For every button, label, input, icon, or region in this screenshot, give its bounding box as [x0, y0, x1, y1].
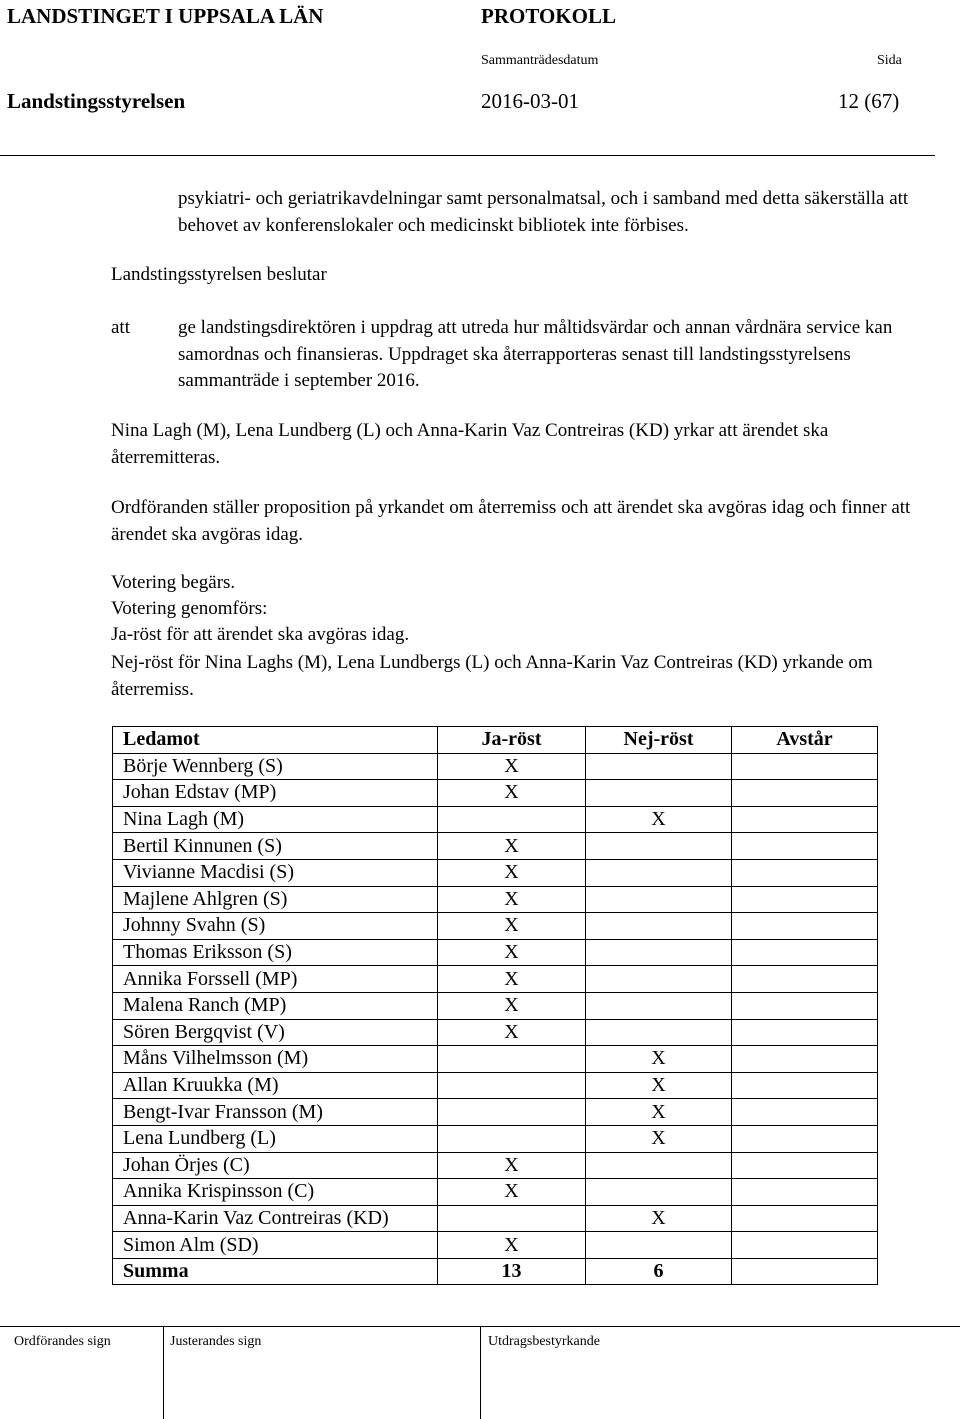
yes-vote-cell [438, 1125, 586, 1152]
member-name-cell: Malena Ranch (MP) [113, 992, 438, 1019]
member-name-cell: Sören Bergqvist (V) [113, 1019, 438, 1046]
page-number: 12 (67) [838, 89, 900, 113]
proposition-paragraph: Ordföranden ställer proposition på yrkandet om återremiss och att ärendet ska avgöras idag och finner att ärendet ska avgöras idag. [111, 497, 911, 545]
table-row [113, 939, 878, 966]
date-label: Sammanträdesdatum [481, 53, 599, 68]
member-name-cell: Thomas Eriksson (S) [113, 939, 438, 966]
table-row [113, 1019, 878, 1046]
abstain-vote-cell [732, 913, 878, 940]
no-vote-cell [586, 886, 732, 913]
member-name-cell: Johan Edstav (MP) [113, 780, 438, 807]
yes-total-cell: 13 [438, 1258, 586, 1285]
no-vote-cell [586, 753, 732, 780]
abstain-vote-cell [732, 966, 878, 993]
att-text: ge landstingsdirektören i uppdrag att utreda hur måltidsvärdar och annan vårdnära service kan samordnas och finansieras. Uppdraget ska återrapporteras senast till landstingsstyrelsens sammanträde i september 2016. [178, 317, 893, 391]
no-vote-cell [586, 992, 732, 1019]
signature-footer [0, 1326, 960, 1419]
yes-vote-cell: X [438, 992, 586, 1019]
member-name-cell: Bengt-Ivar Fransson (M) [113, 1099, 438, 1126]
yes-vote-cell: X [438, 1152, 586, 1179]
yes-vote-cell [438, 1046, 586, 1073]
extract-verification-label: Utdragsbestyrkande [488, 1334, 600, 1349]
yes-vote-cell [438, 1099, 586, 1126]
decision-heading: Landstingsstyrelsen beslutar [111, 264, 327, 285]
no-vote-cell [586, 1019, 732, 1046]
table-row [113, 859, 878, 886]
org-name: LANDSTINGET I UPPSALA LÄN [7, 4, 324, 28]
footer-divider [163, 1326, 164, 1419]
no-vote-cell: X [586, 1099, 732, 1126]
no-vote-cell: X [586, 1205, 732, 1232]
table-row [113, 1205, 878, 1232]
no-vote-cell [586, 1179, 732, 1206]
att-label: att [111, 317, 130, 338]
yes-vote-meaning: Ja-röst för att ärendet ska avgöras idag. [111, 624, 410, 645]
member-name-cell: Johan Örjes (C) [113, 1152, 438, 1179]
table-row [113, 1046, 878, 1073]
table-row [113, 806, 878, 833]
member-name-cell: Börje Wennberg (S) [113, 753, 438, 780]
no-vote-cell [586, 1152, 732, 1179]
summary-label-cell: Summa [113, 1258, 438, 1285]
abstain-vote-cell [732, 1099, 878, 1126]
abstain-vote-cell [732, 833, 878, 860]
abstain-vote-cell [732, 1046, 878, 1073]
abstain-vote-cell [732, 1152, 878, 1179]
member-name-cell: Anna-Karin Vaz Contreiras (KD) [113, 1205, 438, 1232]
no-total-cell: 6 [586, 1258, 732, 1285]
member-name-cell: Allan Kruukka (M) [113, 1072, 438, 1099]
motion-paragraph: Nina Lagh (M), Lena Lundberg (L) och Anna-Karin Vaz Contreiras (KD) yrkar att ärendet ska återremitteras. [111, 420, 829, 468]
table-row [113, 1232, 878, 1259]
abstain-total-cell [732, 1258, 878, 1285]
table-row [113, 1099, 878, 1126]
header-abstain: Avstår [732, 727, 878, 754]
no-vote-cell: X [586, 1125, 732, 1152]
yes-vote-cell [438, 1072, 586, 1099]
chair-signature-label: Ordförandes sign [14, 1334, 111, 1349]
table-row [113, 833, 878, 860]
table-row [113, 780, 878, 807]
table-row [113, 886, 878, 913]
abstain-vote-cell [732, 753, 878, 780]
table-row [113, 1152, 878, 1179]
intro-paragraph: psykiatri- och geriatrikavdelningar samt personalmatsal, och i samband med detta säkerställa att behovet av konferenslokaler och medicinskt bibliotek inte förbises. [178, 188, 909, 236]
member-name-cell: Annika Krispinsson (C) [113, 1179, 438, 1206]
page-label: Sida [877, 53, 902, 68]
no-vote-cell: X [586, 1072, 732, 1099]
yes-vote-cell: X [438, 780, 586, 807]
abstain-vote-cell [732, 1072, 878, 1099]
no-vote-cell [586, 833, 732, 860]
abstain-vote-cell [732, 1205, 878, 1232]
no-vote-cell [586, 1232, 732, 1259]
abstain-vote-cell [732, 806, 878, 833]
abstain-vote-cell [732, 1125, 878, 1152]
no-vote-cell: X [586, 1046, 732, 1073]
yes-vote-cell: X [438, 966, 586, 993]
vote-conducted: Votering genomförs: [111, 598, 268, 619]
table-row [113, 992, 878, 1019]
abstain-vote-cell [732, 1179, 878, 1206]
abstain-vote-cell [732, 939, 878, 966]
footer-divider [480, 1326, 481, 1419]
yes-vote-cell: X [438, 1179, 586, 1206]
no-vote-cell [586, 780, 732, 807]
member-name-cell: Majlene Ahlgren (S) [113, 886, 438, 913]
header-rule [0, 155, 935, 156]
abstain-vote-cell [732, 886, 878, 913]
yes-vote-cell [438, 1205, 586, 1232]
yes-vote-cell: X [438, 859, 586, 886]
no-vote-cell: X [586, 806, 732, 833]
table-row [113, 913, 878, 940]
yes-vote-cell: X [438, 913, 586, 940]
yes-vote-cell: X [438, 939, 586, 966]
doc-type: PROTOKOLL [481, 4, 616, 28]
table-row [113, 1179, 878, 1206]
table-row [113, 753, 878, 780]
yes-vote-cell: X [438, 753, 586, 780]
abstain-vote-cell [732, 859, 878, 886]
yes-vote-cell [438, 806, 586, 833]
header-no: Nej-röst [586, 727, 732, 754]
member-name-cell: Simon Alm (SD) [113, 1232, 438, 1259]
member-name-cell: Bertil Kinnunen (S) [113, 833, 438, 860]
vote-table [112, 726, 878, 1285]
member-name-cell: Vivianne Macdisi (S) [113, 859, 438, 886]
table-header-row [113, 727, 878, 754]
abstain-vote-cell [732, 780, 878, 807]
abstain-vote-cell [732, 1232, 878, 1259]
header-member: Ledamot [113, 727, 438, 754]
table-row [113, 966, 878, 993]
yes-vote-cell: X [438, 1232, 586, 1259]
no-vote-meaning: Nej-röst för Nina Laghs (M), Lena Lundbergs (L) och Anna-Karin Vaz Contreiras (KD) yrkande om återremiss. [111, 652, 873, 700]
no-vote-cell [586, 966, 732, 993]
body-name: Landstingsstyrelsen [7, 89, 186, 113]
yes-vote-cell: X [438, 1019, 586, 1046]
abstain-vote-cell [732, 1019, 878, 1046]
adjuster-signature-label: Justerandes sign [170, 1334, 262, 1349]
member-name-cell: Måns Vilhelmsson (M) [113, 1046, 438, 1073]
member-name-cell: Annika Forssell (MP) [113, 966, 438, 993]
yes-vote-cell: X [438, 833, 586, 860]
table-row [113, 1072, 878, 1099]
summary-row [113, 1258, 878, 1285]
abstain-vote-cell [732, 992, 878, 1019]
no-vote-cell [586, 859, 732, 886]
vote-table-body [113, 753, 878, 1285]
table-row [113, 1125, 878, 1152]
yes-vote-cell: X [438, 886, 586, 913]
no-vote-cell [586, 939, 732, 966]
member-name-cell: Lena Lundberg (L) [113, 1125, 438, 1152]
member-name-cell: Nina Lagh (M) [113, 806, 438, 833]
header-yes: Ja-röst [438, 727, 586, 754]
no-vote-cell [586, 913, 732, 940]
meeting-date: 2016-03-01 [481, 89, 579, 113]
vote-requested: Votering begärs. [111, 572, 236, 593]
member-name-cell: Johnny Svahn (S) [113, 913, 438, 940]
